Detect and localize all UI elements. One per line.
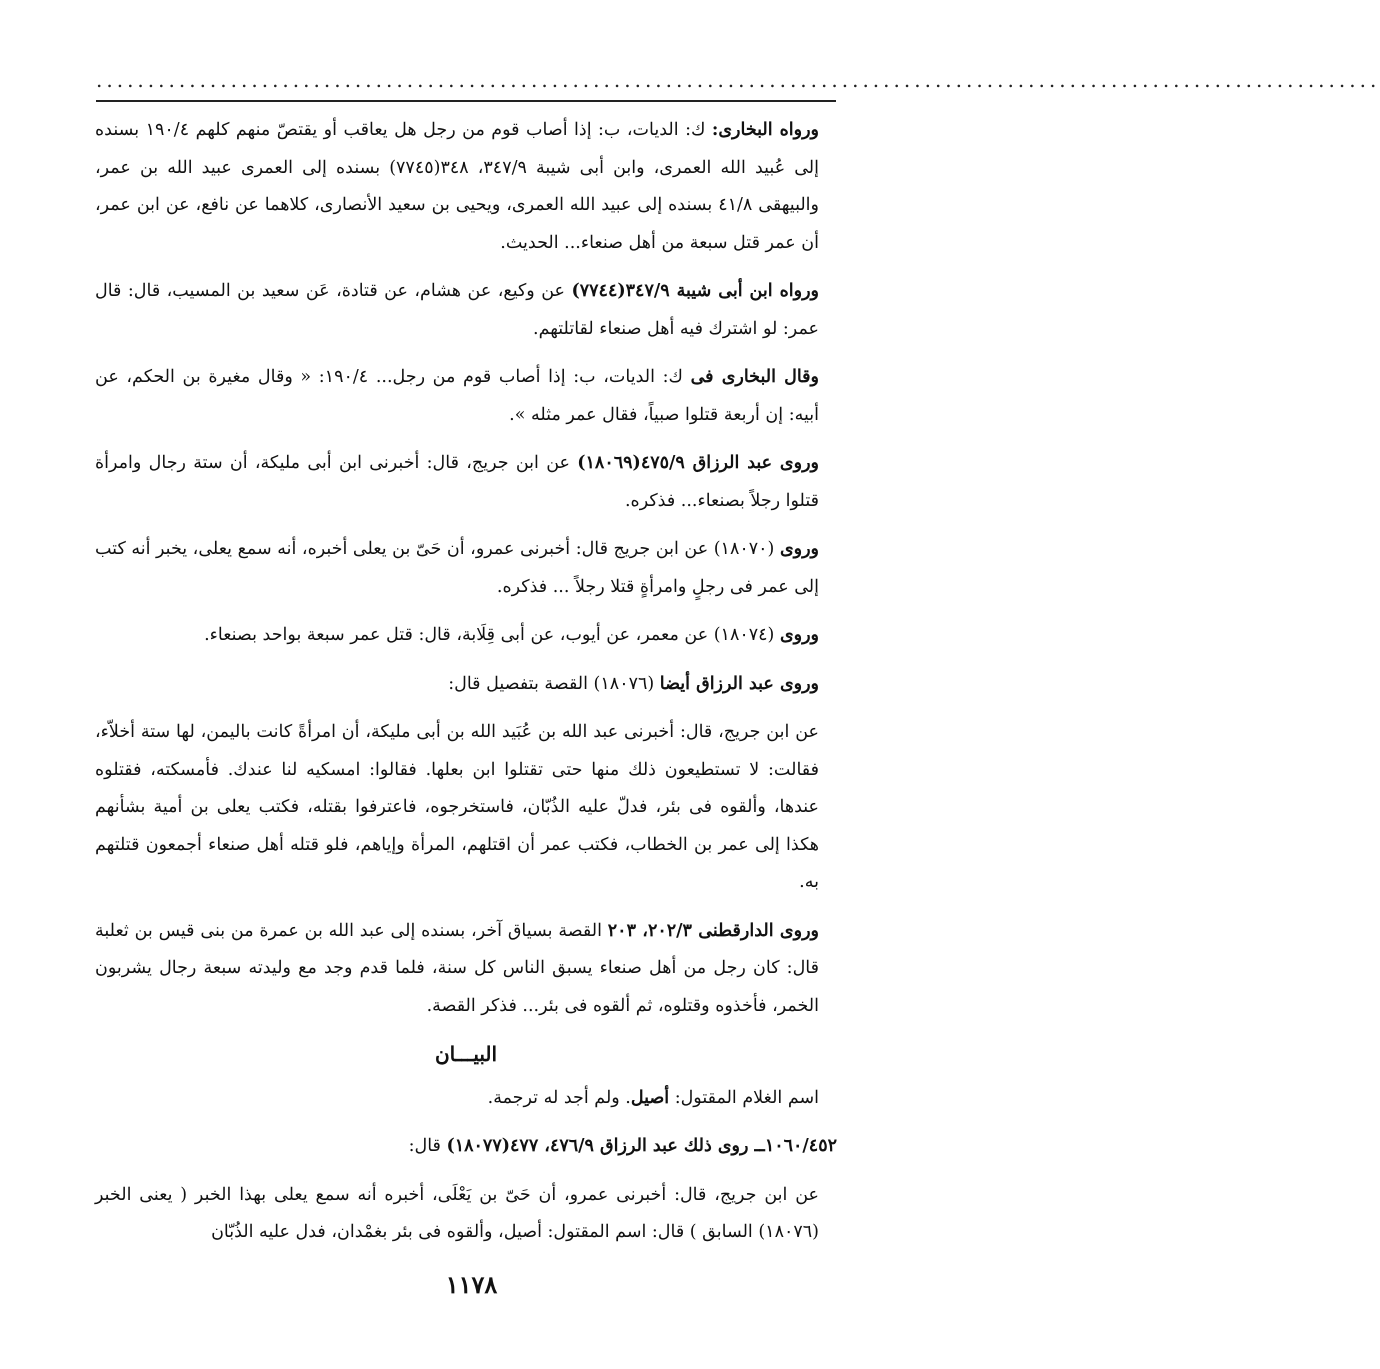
page-number: ١١٧٨ <box>445 1270 498 1299</box>
paragraph-abd-al-razzaq-2 <box>95 531 837 606</box>
bayan-prefix: اسم الغلام المقتول: <box>669 1087 819 1108</box>
paragraph-text: (١٨٠٧٦) القصة بتفصيل قال: <box>448 673 660 694</box>
paragraph-text: ك: الديات، ب: إذا أصاب قوم من رجل... ١٩٠/٤: « وقال مغيرة بن الحكم، عن أبيه: إن أربعة قتلوا صبياً، فقال عمر مثله ». <box>95 367 819 425</box>
bayan-name: أصيل <box>630 1087 670 1108</box>
bayan-suffix: . ولم أجد له ترجمة. <box>487 1087 631 1108</box>
paragraph-story <box>95 714 837 902</box>
paragraph-abd-al-razzaq-1 <box>95 445 837 520</box>
hadith-heading <box>95 1128 837 1166</box>
bold-lead: ورواه البخارى: <box>711 120 819 140</box>
bold-lead: وروى الدارقطنى ٢٠٢/٣، ٢٠٣ <box>607 920 819 941</box>
bold-lead: ورواه ابن أبى شيبة ٣٤٧/٩(٧٧٤٤) <box>571 281 819 301</box>
final-paragraph: عن ابن جريج، قال: أخبرنى عمرو، أن حَىّ بن يَعْلَى، أخبره أنه سمع يعلى بهذا الخبر ( يعنى الخبر (١٨٠٧٦) السابق ) قال: اسم المقتول: أصيل، وألقوه فى بئر بغمْدان، فدل عليه الذُبّان <box>95 1184 819 1242</box>
hadith-heading-bold: ١٠٦٠/٤٥٢ــ روى ذلك عبد الرزاق ٤٧٦/٩، ٤٧٧(١٨٠٧٧) <box>446 1136 837 1156</box>
paragraph-text: القصة بسياق آخر، بسنده إلى عبد الله بن عمرة من بنى قيس بن ثعلبة قال: كان رجل من أهل صنعاء يسبق الناس كل سنة، فلما قدم وجد مع وليدته سبعة رجال يشربون الخمر، فأخذوه وقتلوه، ثم ألقوه فى بئر... فذكر القصة. <box>95 920 819 1016</box>
paragraph-text: ك: الديات، ب: إذا أصاب قوم من رجل هل يعاقب أو يقتصّ منهم كلهم ١٩٠/٤ بسنده إلى عُبيد الله العمرى، وابن أبى شيبة ٣٤٧/٩، ٣٤٨(٧٧٤٥) بسنده إلى العمرى عبيد الله بن عمر، والبيهقى ٤١/٨ بسنده إلى عبيد الله العمرى، ويحيى بن سعيد الأنصارى، كلاهما عن نافع، عن ابن عمر، أن عمر قتل سبعة من أهل صنعاء... الحديث. <box>95 120 820 253</box>
bold-lead: وقال البخارى فى <box>690 367 819 387</box>
paragraph-abd-al-razzaq-3 <box>95 617 837 655</box>
paragraph-daraqutni <box>95 913 837 1026</box>
section-heading: البيـــان <box>434 1042 498 1066</box>
paragraph-bukhari-1 <box>95 112 837 262</box>
paragraph-bukhari-2 <box>95 359 837 434</box>
paragraph-text: عن ابن جريج، قال: أخبرنى ابن أبى مليكة، أن ستة رجال وامرأة قتلوا رجلاً بصنعاء... فذكره. <box>95 453 819 511</box>
bold-lead: وروى عبد الرزاق ٤٧٥/٩(١٨٠٦٩) <box>577 453 819 473</box>
paragraph-text: عن ابن جريج، قال: أخبرنى عبد الله بن عُبَيد الله بن أبى مليكة، أن امرأةً كانت باليمن، لها ستة أخلاّء، فقالت: لا تستطيعون ذلك منها حتى تقتلوا ابن بعلها. فقالوا: امسكيه لنا عندك. فأمسكته، فقتلوه عندها، وألقوه فى بئر، فدلّ عليه الذُبّان، فاستخرجوه، فاعترفوا بقتله، فكتب يعلى بن أمية بشأنهم هكذا إلى عمر بن الخطاب، فكتب عمر أن اقتلهم، المرأة وإياهم، فلو قتله أهل صنعاء أجمعون قتلتهم به. <box>95 722 819 892</box>
bold-lead: وروى <box>779 539 819 559</box>
paragraph-text: عن وكيع، عن هشام، عن قتادة، عَن سعيد بن المسيب، قال: قال عمر: لو اشترك فيه أهل صنعاء لقاتلتهم. <box>95 281 819 339</box>
horizontal-rule <box>96 100 836 102</box>
bayan-line <box>95 1080 837 1118</box>
page-body <box>95 112 837 1263</box>
bold-lead: وروى <box>779 625 819 645</box>
paragraph-ibn-abi-shaybah <box>95 273 837 348</box>
paragraph-abd-al-razzaq-4 <box>95 666 837 704</box>
paragraph-text: (١٨٠٧٤) عن معمر، عن أيوب، عن أبى قِلَابة، قال: قتل عمر سبعة بواحد بصنعاء. <box>204 625 780 645</box>
paragraph-text: (١٨٠٧٠) عن ابن جريج قال: أخبرنى عمرو، أن حَىّ بن يعلى أخبره، أنه سمع يعلى، يخبر أنه كتب إلى عمر فى رجلٍ وامرأةٍ قتلا رجلاً ... فذكره. <box>94 539 819 597</box>
dotted-separator: ............................................................................................................................ <box>96 68 1380 92</box>
hadith-heading-suffix: قال: <box>408 1136 447 1156</box>
bold-lead: وروى عبد الرزاق أيضا <box>659 673 819 694</box>
